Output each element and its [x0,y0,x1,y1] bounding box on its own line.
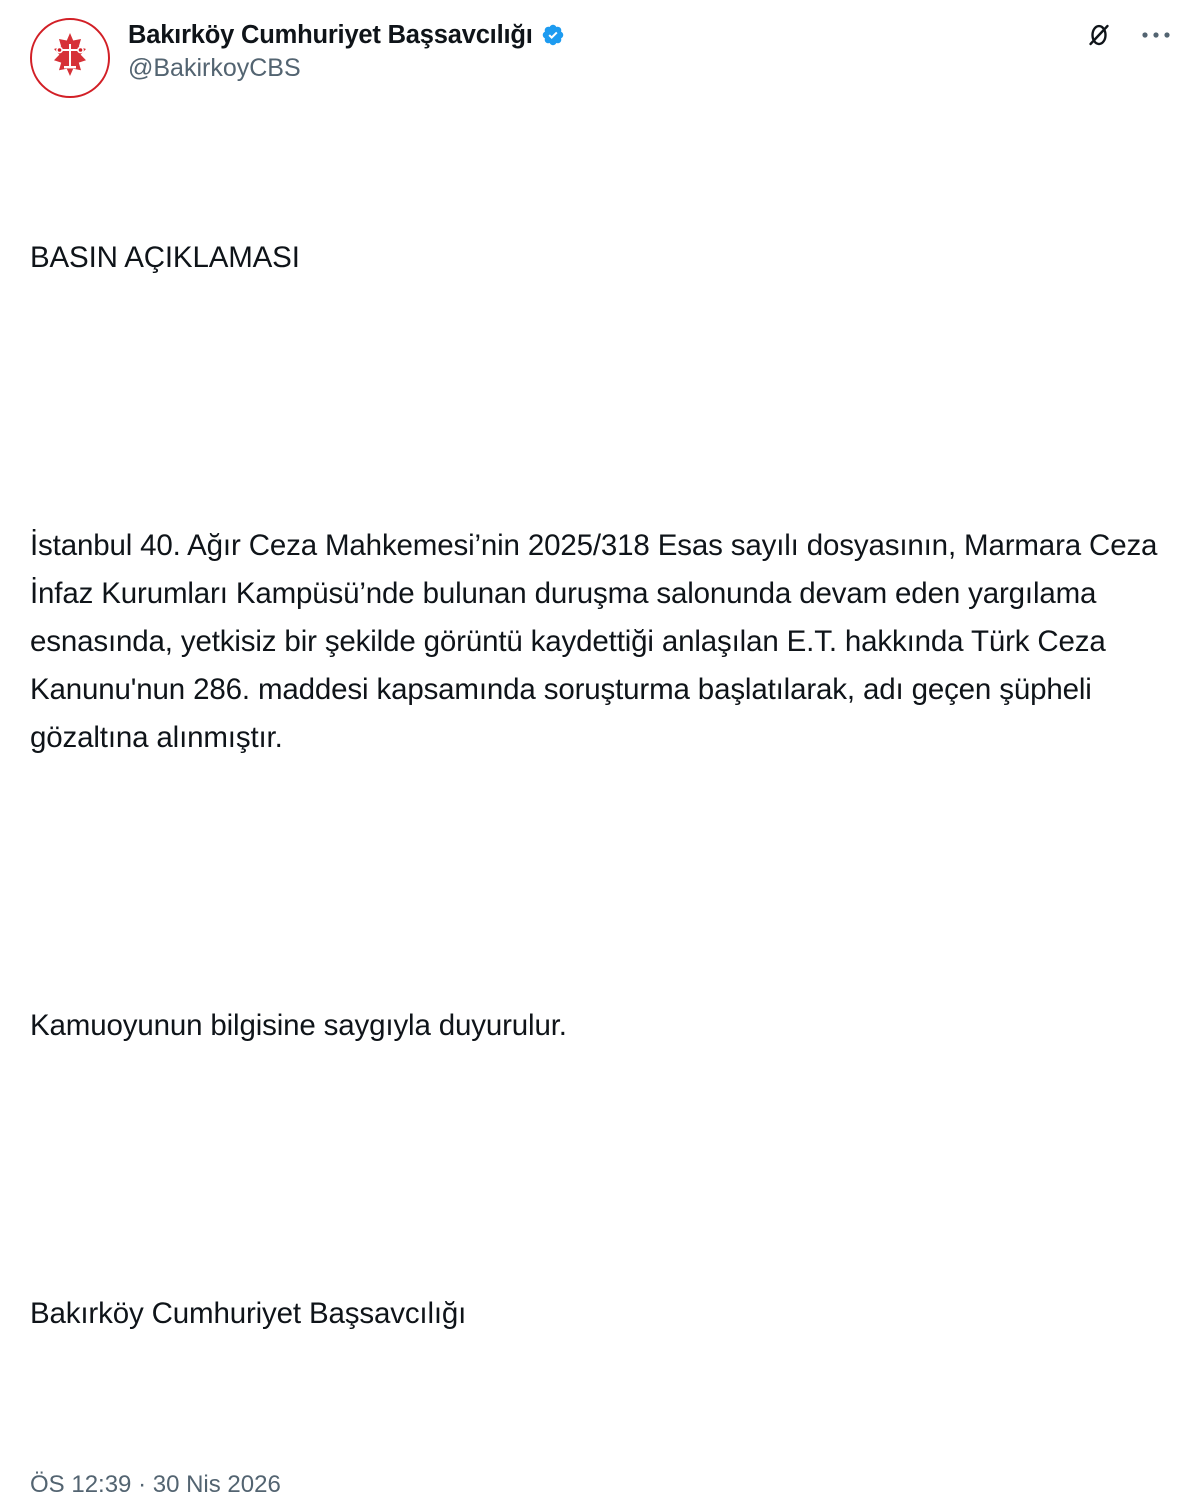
account-identity [128,18,565,84]
tweet-header [30,18,1170,104]
grok-actions-icon[interactable] [1084,20,1114,50]
display-name[interactable]: Bakırköy Cumhuriyet Başsavcılığı [128,21,533,49]
avatar[interactable] [30,18,110,98]
tweet-text [30,138,1170,1434]
tweet-paragraph-title: BASIN AÇIKLAMASI [30,241,300,274]
tweet-paragraph-signature: Bakırköy Cumhuriyet Başsavcılığı [30,1297,467,1330]
header-actions [1084,20,1172,50]
verified-badge-icon [541,23,565,47]
more-options-icon[interactable] [1140,20,1172,50]
display-name-row [128,20,565,50]
tweet-paragraph-spacer-2 [30,858,1170,906]
tweet-timestamp[interactable]: ÖS 12:39 · 30 Nis 2026 [30,1471,281,1498]
tweet-paragraph-notice: Kamuoyunun bilgisine saygıyla duyurulur. [30,1009,567,1042]
tweet-paragraph-spacer-3 [30,1146,1170,1194]
tweet-paragraph-main: İstanbul 40. Ağır Ceza Mahkemesi’nin 2025/318 Esas sayılı dosyasının, Marmara Ceza İnfaz Kurumları Kampüsü’nde bulunan duruşma salonunda devam eden yargılama esnasında, yetkisiz bir şekilde görüntü kaydettiği anlaşılan E.T. hakkında Türk Ceza Kanunu'nun 286. maddesi kapsamında soruşturma başlatılarak, adı geçen şüpheli gözaltına alınmıştır. [30,529,1166,754]
tweet-paragraph-spacer-1 [30,378,1170,426]
turkish-justice-ministry-crest-icon [40,28,100,88]
account-handle[interactable]: @BakirkoyCBS [128,54,301,82]
